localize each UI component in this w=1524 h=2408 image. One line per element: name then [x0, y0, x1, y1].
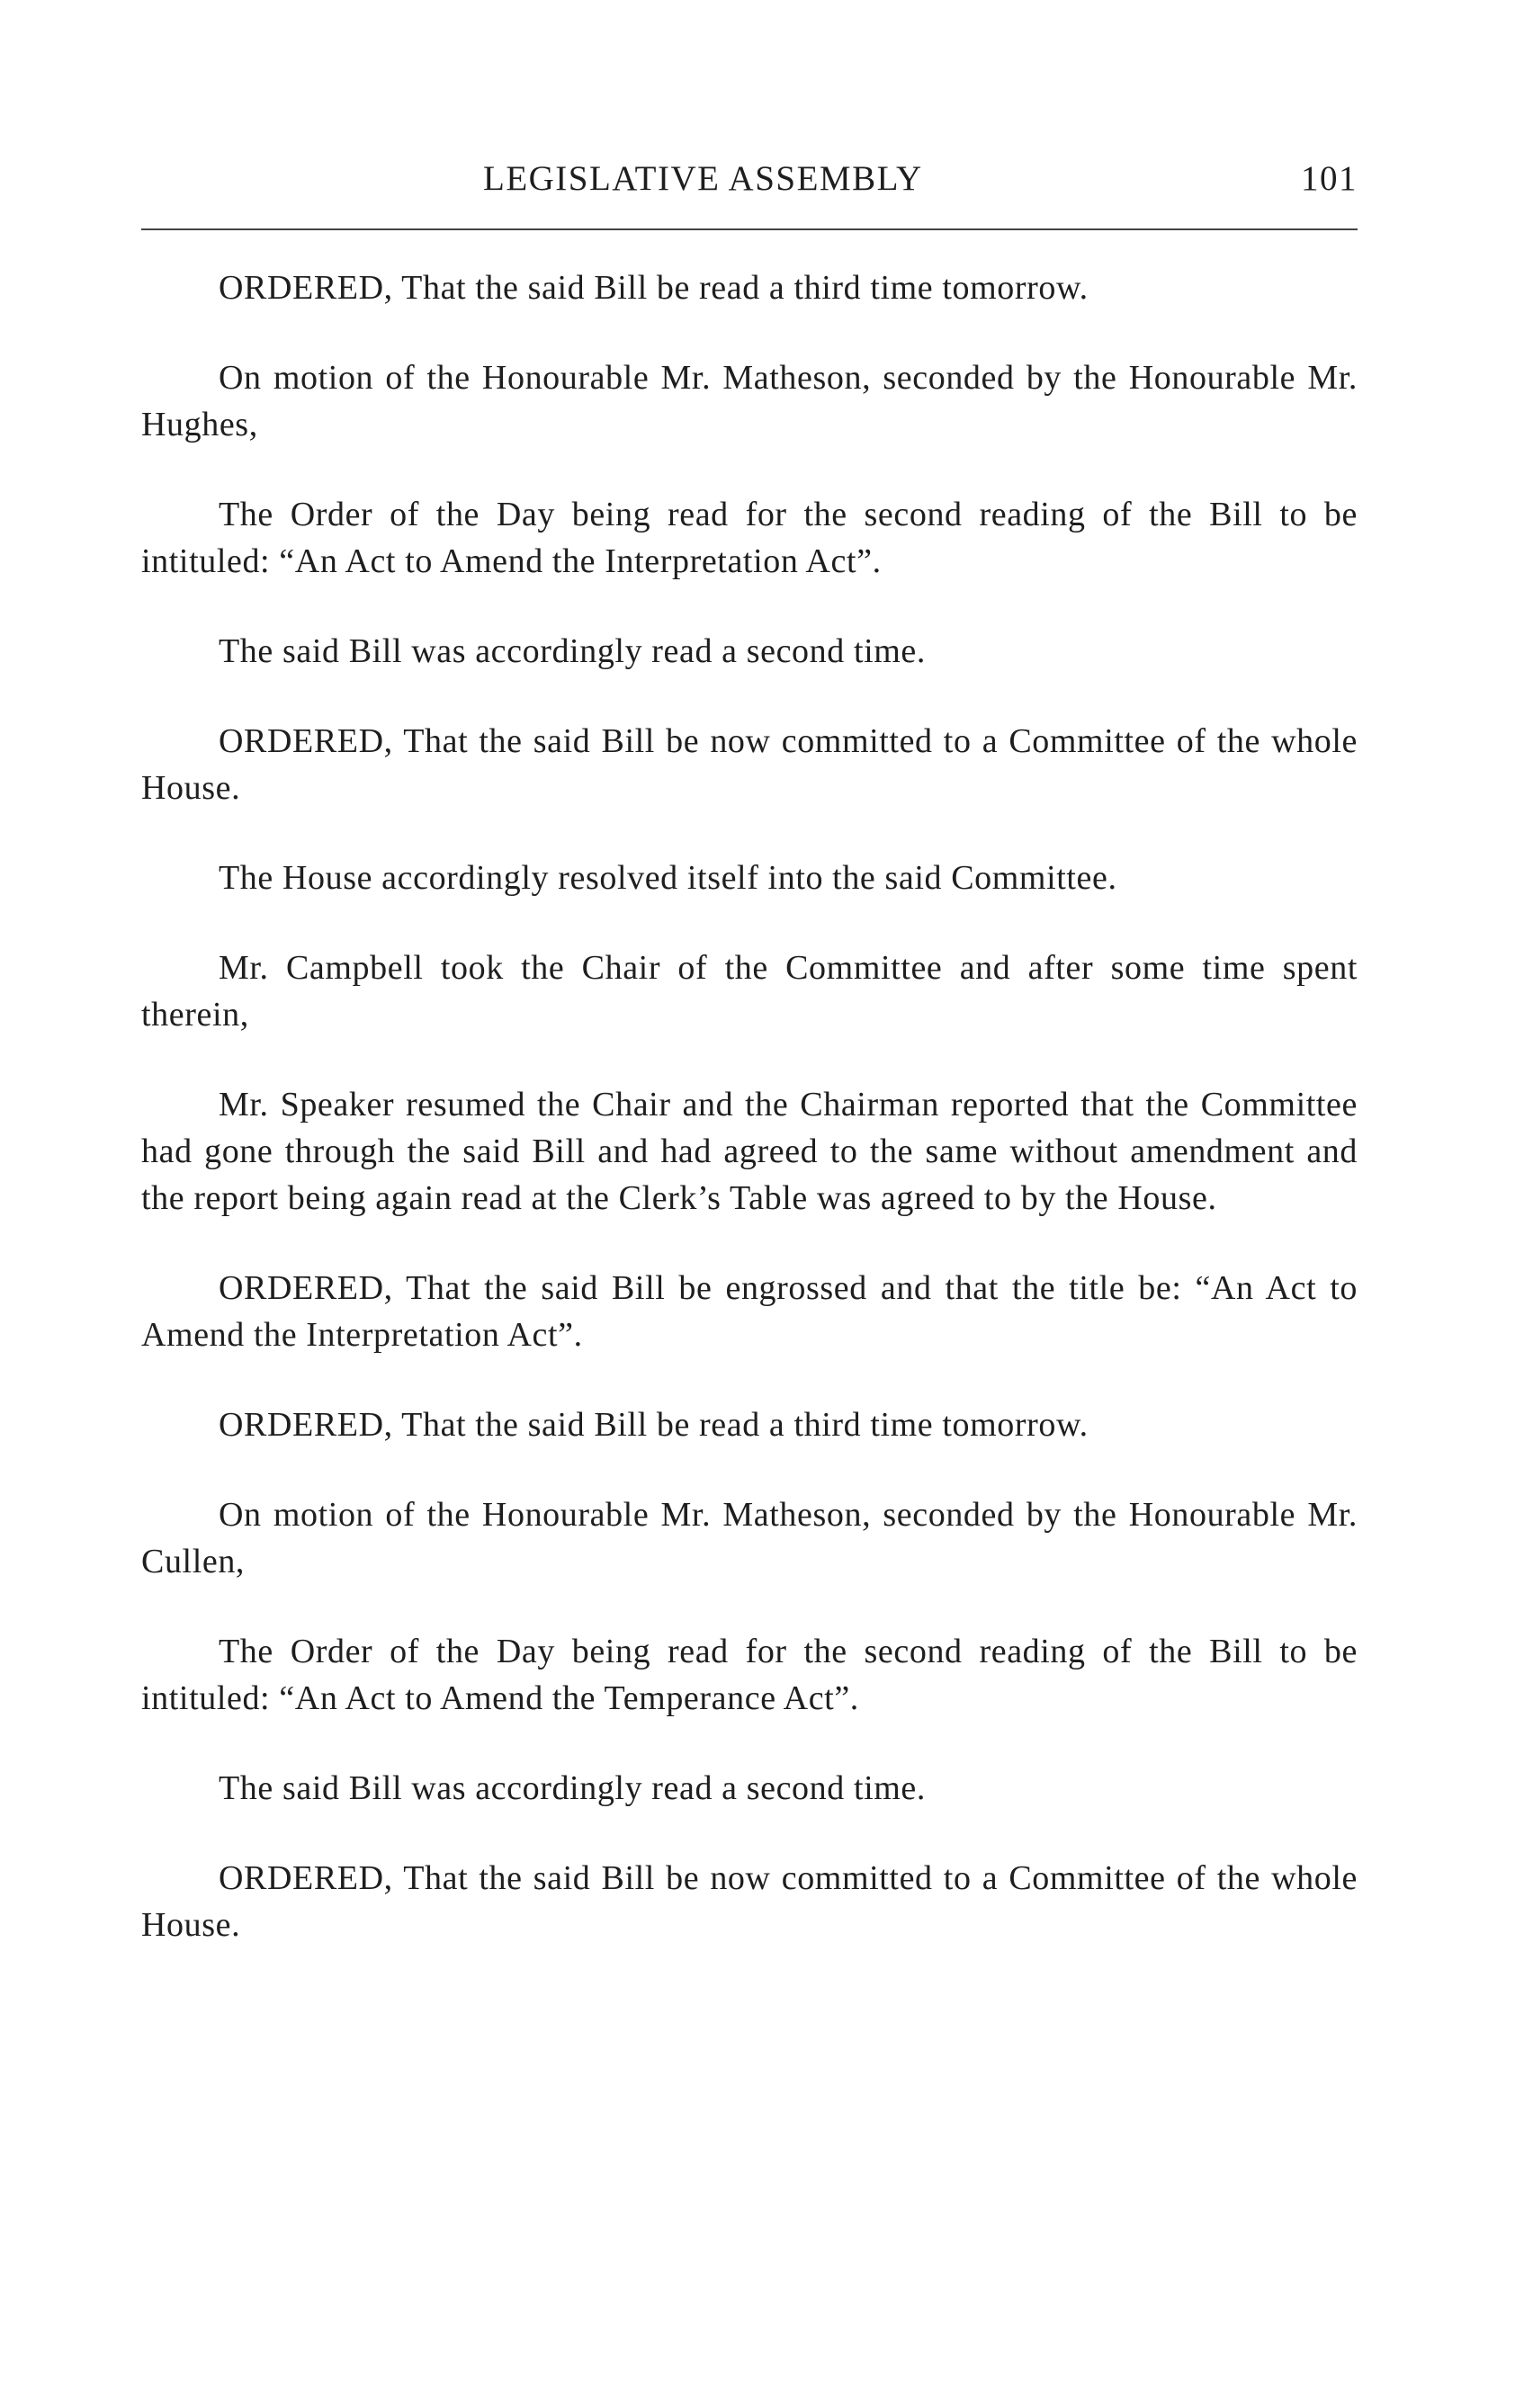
paragraph-house-resolved: The House accordingly resolved itself into the said Committee. [219, 859, 1117, 897]
header-rule [141, 228, 1358, 230]
running-head [141, 158, 1358, 203]
paragraph-motion-cullen: On motion of the Honourable Mr. Matheson, seconded by the Honourable Mr. Cullen, [141, 1496, 1358, 1580]
body-text [141, 264, 1358, 1992]
paragraph-order-of-day-interpretation: The Order of the Day being read for the second reading of the Bill to be intituled: “An Act to Amend the Interpretation Act”. [141, 496, 1358, 580]
paragraph-ordered-engrossed: ORDERED, That the said Bill be engrossed and that the title be: “An Act to Amend the Interpretation Act”. [141, 1269, 1358, 1354]
paragraph-second-reading-2: The said Bill was accordingly read a second time. [219, 1769, 926, 1807]
running-head-title: LEGISLATIVE ASSEMBLY [483, 159, 923, 198]
paragraph-motion-hughes: On motion of the Honourable Mr. Matheson, seconded by the Honourable Mr. Hughes, [141, 359, 1358, 443]
paragraph-ordered-committee-2: ORDERED, That the said Bill be now committed to a Committee of the whole House. [141, 1859, 1358, 1944]
paragraph-speaker-resumed: Mr. Speaker resumed the Chair and the Chairman reported that the Committee had gone through the said Bill and had agreed to the same without amendment and the report being again read at the Clerk’s Table was agreed to by the House. [141, 1086, 1358, 1217]
paragraph-ordered-committee: ORDERED, That the said Bill be now committed to a Committee of the whole House. [141, 722, 1358, 807]
paragraph-second-reading: The said Bill was accordingly read a second time. [219, 632, 926, 670]
paragraph-order-of-day-temperance: The Order of the Day being read for the second reading of the Bill to be intituled: “An Act to Amend the Temperance Act”. [141, 1633, 1358, 1717]
page-number: 101 [1301, 159, 1358, 198]
paragraph-campbell-chair: Mr. Campbell took the Chair of the Committee and after some time spent therein, [141, 949, 1358, 1034]
paragraph-ordered-third-reading: ORDERED, That the said Bill be read a third time tomorrow. [219, 269, 1089, 307]
paragraph-ordered-third-reading-2: ORDERED, That the said Bill be read a third time tomorrow. [219, 1406, 1089, 1444]
